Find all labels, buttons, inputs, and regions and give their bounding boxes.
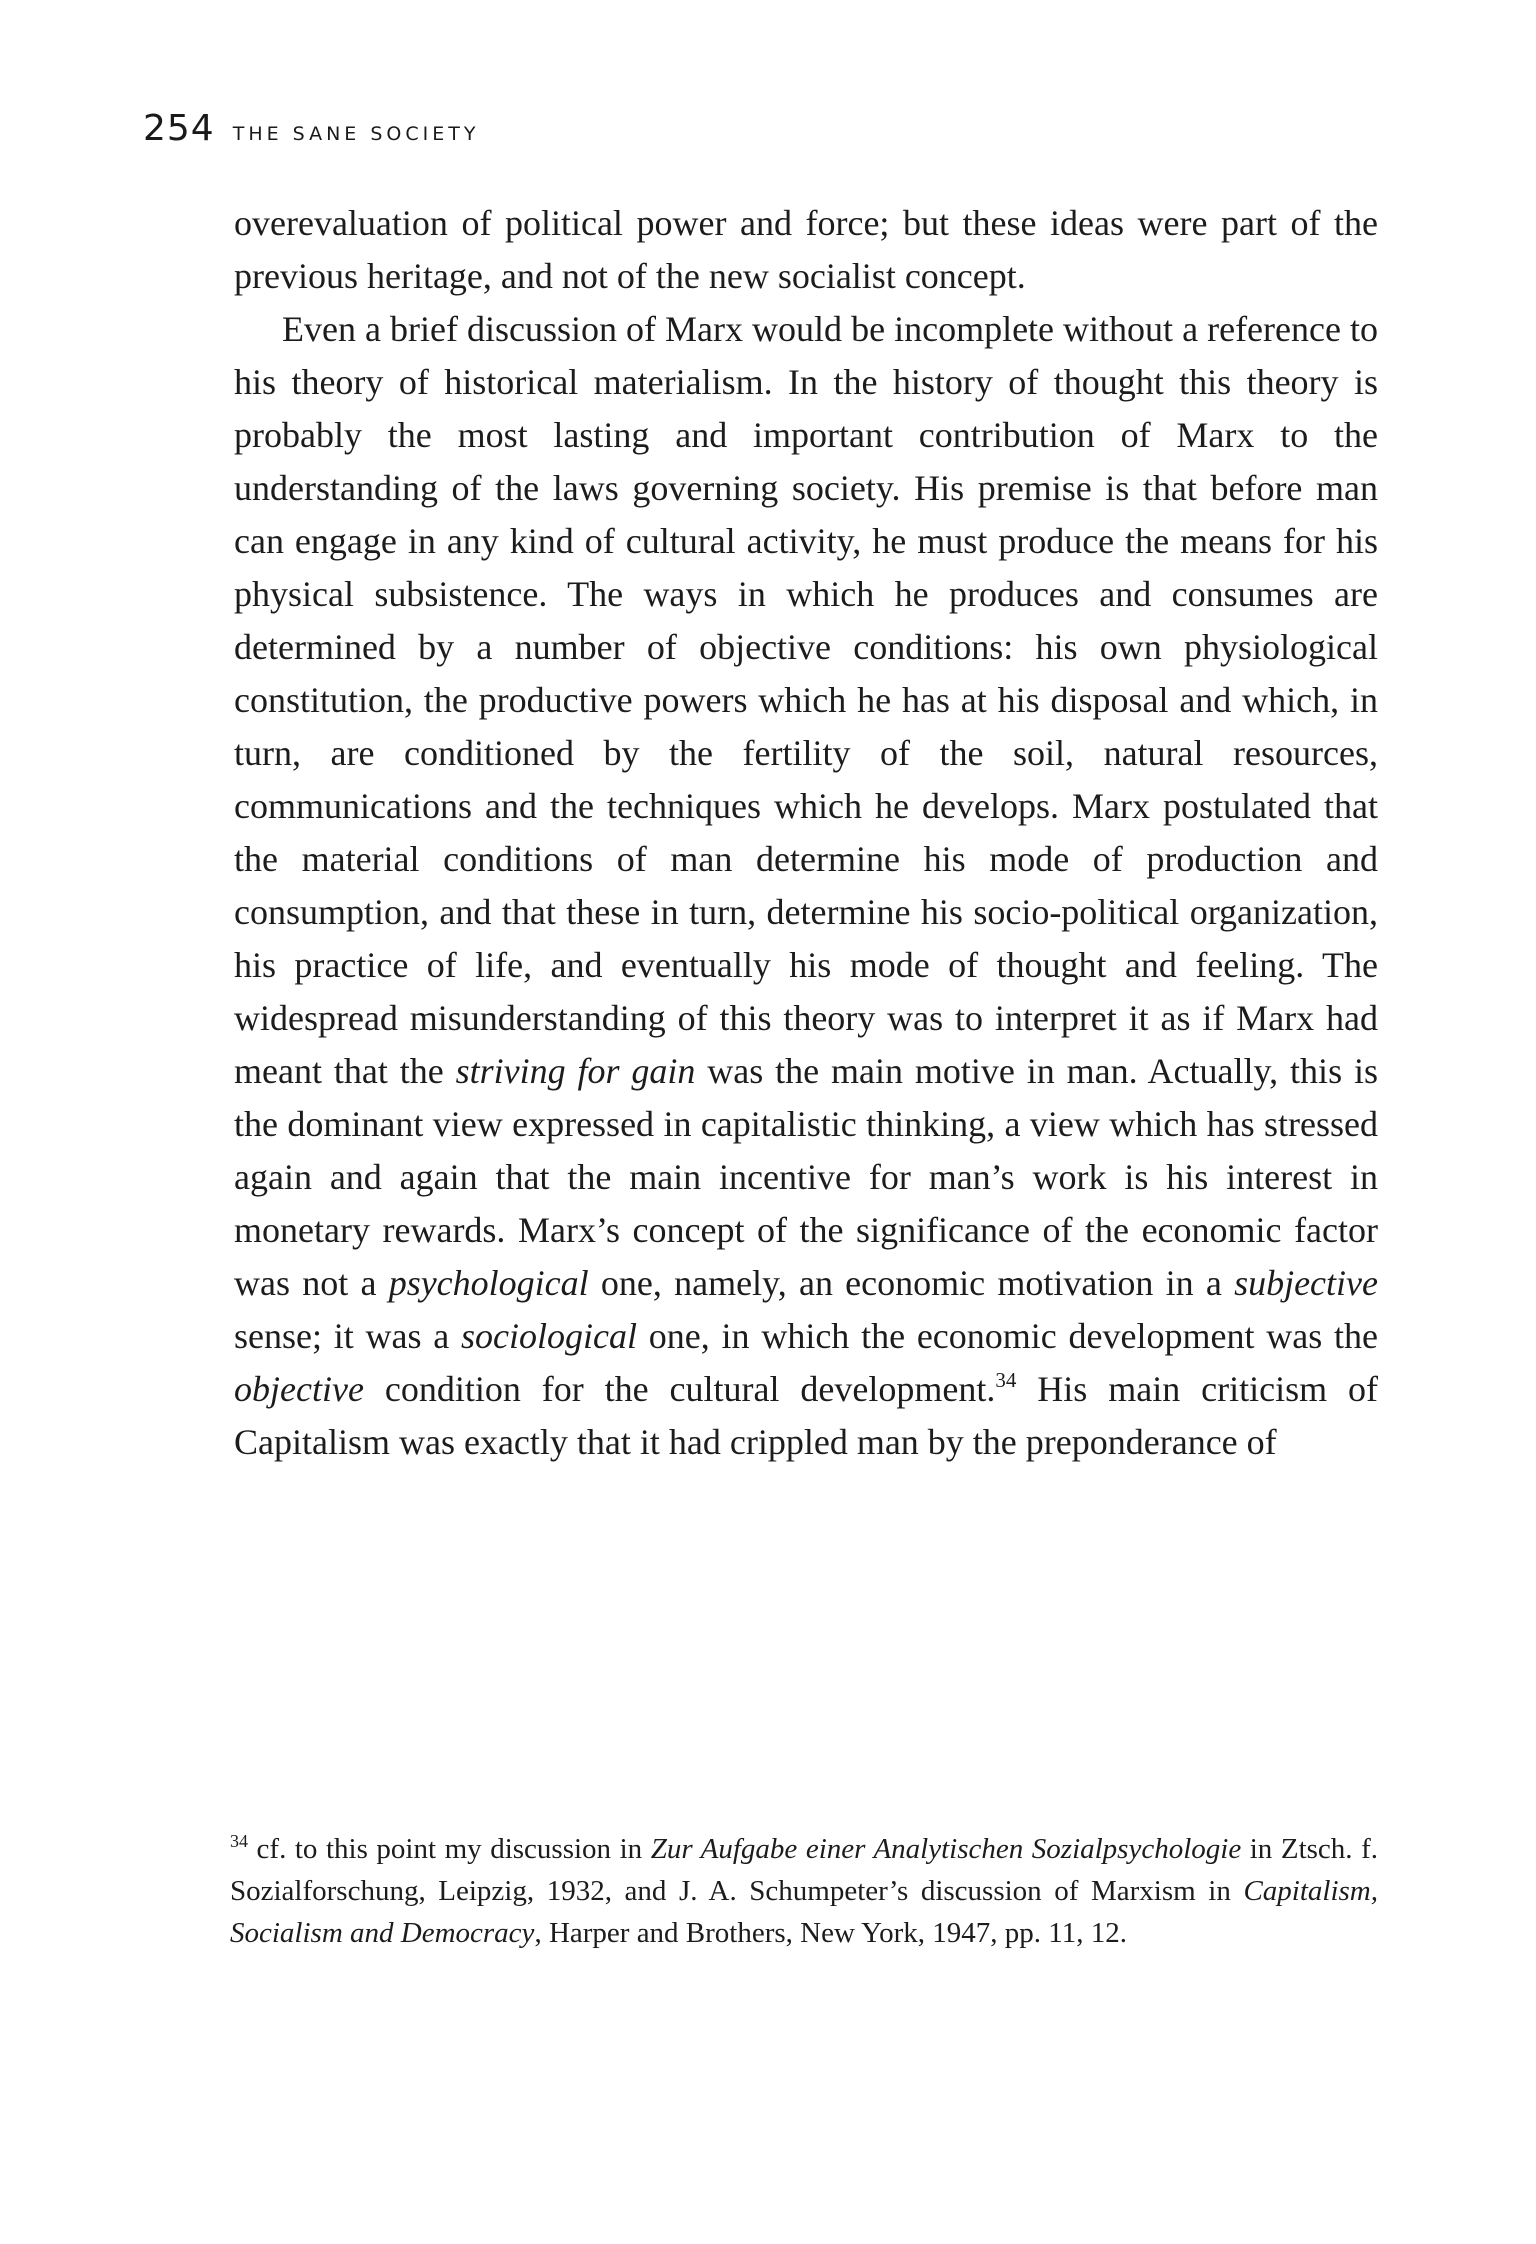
footnote-reference: 34: [995, 1368, 1017, 1392]
paragraph-2: [234, 303, 1378, 1469]
italic-psychological: psychological: [388, 1263, 589, 1303]
italic-striving-for-gain: striving for gain: [455, 1051, 696, 1091]
paragraph-2-text-f: condition for the cultural development.: [363, 1369, 996, 1409]
main-text: [234, 197, 1378, 1469]
italic-subjective: subjective: [1234, 1263, 1378, 1303]
paragraph-2-text-a: Even a brief discussion of Marx would be incomplete without a reference to his theory of historical materialism. In the history of thought this theory is probably the most lasting and important contribution of Marx to the understanding of the laws governing society. His premise is that before man can engage in any kind of cultural activity, he must produce the means for his physical subsistence. The ways in which he produces and consumes are determined by a number of objective conditions: his own physiological constitution, the productive powers which he has at his disposal and which, in turn, are conditioned by the fertility of the soil, natural resources, communications and the techniques which he develops. Marx postulated that the material conditions of man determine his mode of production and consumption, and that these in turn, determine his socio-political organization, his practice of life, and eventually his mode of thought and feeling. The widespread misunderstanding of this theory was to interpret it as if Marx had meant that the: [234, 309, 1378, 1091]
paragraph-2-text-e: one, in which the economic development was the: [637, 1316, 1378, 1356]
running-title: THE SANE SOCIETY: [232, 123, 480, 145]
footnote-italic-title-1: Zur Aufgabe einer Analytischen Sozialpsychologie: [650, 1833, 1242, 1865]
paragraph-2-text-d: sense; it was a: [234, 1316, 462, 1356]
footnote: [230, 1828, 1378, 1954]
italic-sociological: sociological: [461, 1316, 638, 1356]
footnote-text-c: , Harper and Brothers, New York, 1947, pp. 11, 12.: [534, 1917, 1127, 1949]
paragraph-2-text-g: His main criticism of Capitalism was exactly that it had crippled man by the preponderance of: [234, 1369, 1378, 1462]
paragraph-2-text-b: was the main motive in man. Actually, this is the dominant view expressed in capitalistic thinking, a view which has stressed again and again that the main incentive for man’s work is his interest in monetary rewards. Marx’s concept of the significance of the economic factor was not a: [234, 1051, 1378, 1303]
page-number: 254: [143, 108, 215, 149]
footnote-text-a: cf. to this point my discussion in: [248, 1833, 651, 1865]
footnote-italic-title-2: Capitalism, Socialism and Democracy: [230, 1875, 1378, 1949]
footnote-text: [230, 1828, 1378, 1954]
footnote-text-b: in Ztsch. f. Sozialforschung, Leipzig, 1932, and J. A. Schumpeter’s discussion of Marxism in: [230, 1833, 1378, 1907]
italic-objective: objective: [234, 1369, 364, 1409]
paragraph-2-text-c: one, namely, an economic motivation in a: [588, 1263, 1235, 1303]
footnote-marker: 34: [230, 1831, 248, 1851]
paragraph-1: overevaluation of political power and force; but these ideas were part of the previous heritage, and not of the new socialist concept.: [234, 203, 1378, 296]
page-header: [143, 108, 479, 149]
